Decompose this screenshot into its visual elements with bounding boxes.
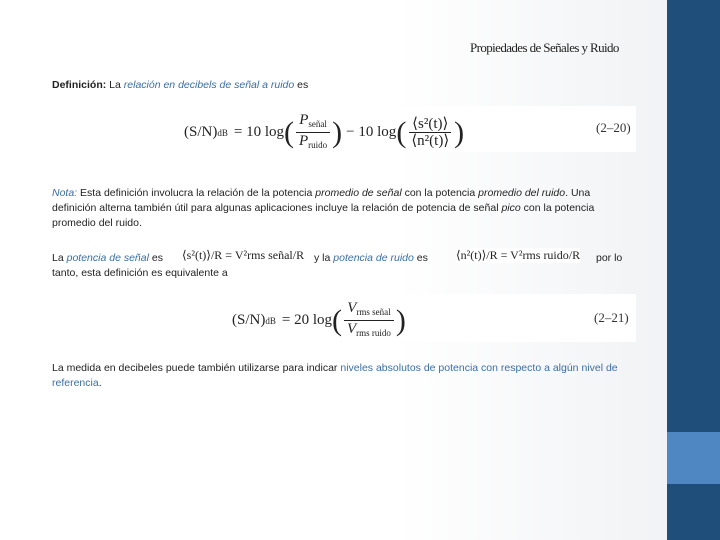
eq2-fraction xyxy=(344,300,394,341)
eq1-num1-sub: señal xyxy=(308,119,327,129)
eq2-lhs: (S/N) xyxy=(232,312,266,328)
eq1-den1-sub: ruido xyxy=(308,140,328,150)
equation-2-21: (S/N) dB = 20 log ( $\frac{V_{rms señal}}{V_{rms ruido}}$ ) (2–21) xyxy=(226,294,636,342)
eq2-coef: = 20 log xyxy=(281,312,332,328)
sp-t2: es xyxy=(151,252,163,264)
closing-t1: La medida en decibeles puede también utilizarse para indicar xyxy=(52,362,338,374)
definition-text-before: La xyxy=(109,79,121,91)
closing-paragraph xyxy=(52,361,630,391)
eq1-den2: ⟨n²(t)⟩ xyxy=(411,133,450,149)
note-label: Nota: xyxy=(52,187,78,199)
note-t4: con la potencia promedio del ruido. xyxy=(52,202,595,229)
sp-line-2: tanto, esta definición es equivalente a xyxy=(52,267,228,279)
eq1-fraction-2 xyxy=(408,116,452,149)
note-t1: Esta definición involucra la relación de la potencia xyxy=(80,187,313,199)
equation-2-20: (S/N) dB = 10 log ( $\frac{P_{señal}}{P_{ruido}}$ ) − 10 log ( $\frac{\text{⟨s²(t)⟩}}{\text{⟨n²(t)⟩}}$ ) (2–20) xyxy=(176,106,636,152)
eq1-minus-coef: − 10 log xyxy=(346,124,397,140)
eq2-number: (2–21) xyxy=(594,310,629,325)
sp-t5: por lo xyxy=(596,252,623,264)
eq2-lhs-sub: dB xyxy=(265,315,276,326)
eq2-num-sub: rms señal xyxy=(356,307,391,317)
definition-text-after: es xyxy=(297,79,309,91)
eq2-num: V xyxy=(347,300,357,316)
eq2-den-sub: rms ruido xyxy=(356,328,391,338)
note-t2: con la potencia xyxy=(404,187,476,199)
eq1-num2: ⟨s²(t)⟩ xyxy=(409,116,451,133)
note-paragraph xyxy=(52,186,632,231)
eq2-den: V xyxy=(347,321,357,337)
note-i3: pico xyxy=(501,202,521,214)
definition-label: Definición: xyxy=(52,79,107,91)
page-title: Propiedades de Señales y Ruido xyxy=(470,40,619,55)
eq1-number: (2–20) xyxy=(596,120,631,135)
sp-middle xyxy=(314,251,428,266)
sp-t4: es xyxy=(416,252,428,264)
note-i1: promedio de señal xyxy=(315,187,402,199)
definition-highlight: relación en decibels de señal a ruido xyxy=(123,79,295,91)
closing-h1: niveles absolutos de potencia con respecto a algún nivel de referencia xyxy=(52,362,618,389)
sp-formula-1: ⟨s²(t)⟩/R = V²rms señal/R xyxy=(182,248,305,262)
note-i2: promedio del ruido xyxy=(478,187,566,199)
eq1-fraction-1 xyxy=(296,112,330,153)
definition-paragraph xyxy=(52,78,308,93)
closing-t2: . xyxy=(98,377,102,389)
sp-t3: y la xyxy=(314,252,331,264)
sp-formula-2: ⟨n²(t)⟩/R = V²rms ruido/R xyxy=(456,248,581,262)
sp-h1: potencia de señal xyxy=(66,252,149,264)
eq1-lhs-sub: dB xyxy=(217,127,228,138)
sidebar-decoration xyxy=(667,0,720,540)
note-t3: . Una definición alterna también útil para algunas aplicaciones incluye la relación de potencia de señal xyxy=(52,187,591,214)
sidebar-accent xyxy=(667,432,720,484)
eq1-lhs: (S/N) xyxy=(184,124,218,140)
eq1-num1: P xyxy=(299,112,309,128)
eq1-coef: = 10 log xyxy=(233,124,284,140)
eq1-den1: P xyxy=(299,133,309,149)
sp-t1: La xyxy=(52,252,64,264)
sp-h2: potencia de ruido xyxy=(333,252,414,264)
